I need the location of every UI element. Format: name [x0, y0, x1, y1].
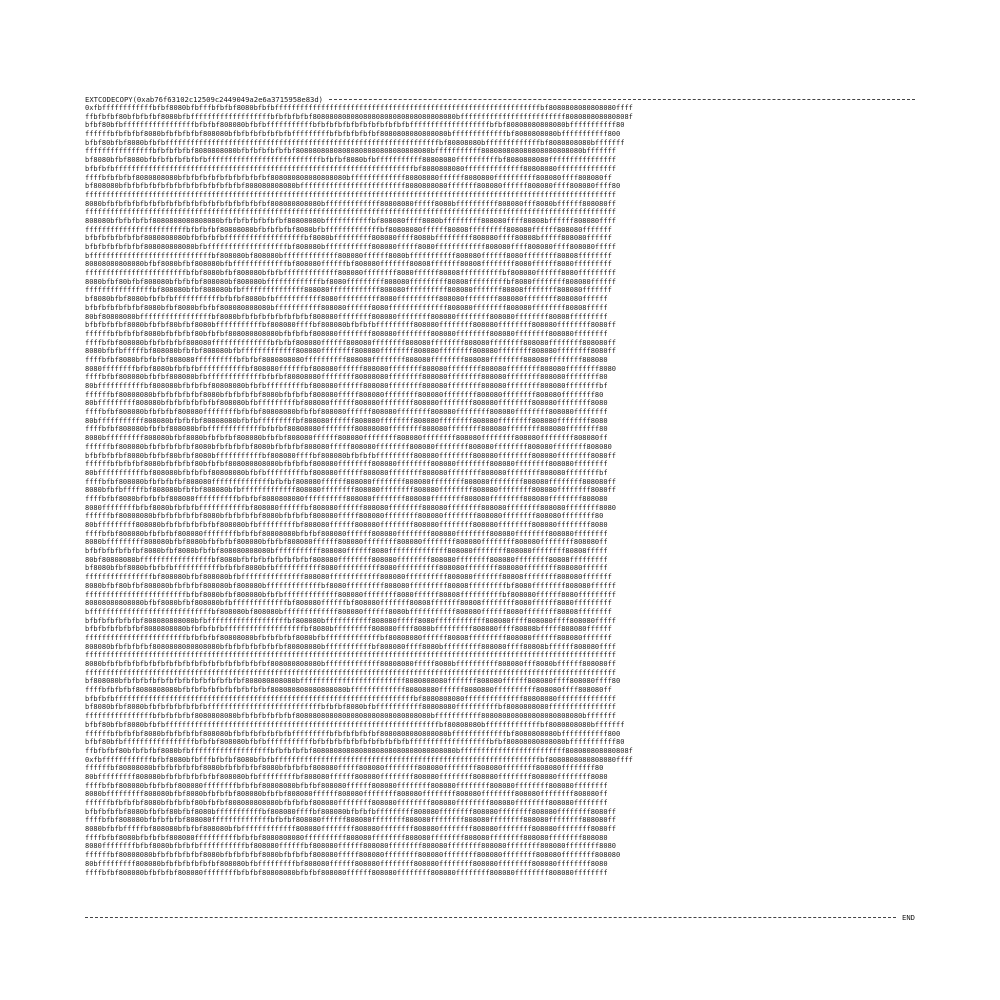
hex-line: bfbf80bfbfffffffffffffffffbfbfbf808080bfbfbfffffffffffbfbfbfbfbfbfbfbfbfbfbfbfffffffffffffffffffbfbf80808080808080bfffffffffff80 [85, 738, 625, 747]
hex-line: bf8080bfbf8080bfbfbfbfffffffffffbfbfbf8080bfbfffffffffff8080ffffffffff8080ffffffffff808080ffffffff808080ffffffff808080ffffff [85, 564, 608, 573]
hex-line: 8080bfffffffff808080bfbf8080bfbfbfbf808080bfbfbf808080ffffff808080ffffffff808080ffffffff808080ffffffff808080ffffffff808080ff [85, 434, 608, 443]
hex-line: 80bfffffffff808080bfbfbfbfbfbfbf808080bfbfffffffffbf808080ffffff808080ffffffff808080ffffffff808080ffffffff808080ffffffff8080 [85, 399, 608, 408]
hex-line: 8080bfffffffff808080bfbf8080bfbfbfbf808080bfbfbf808080ffffff808080ffffffff808080ffffffff808080ffffffff808080ffffffff808080ff [85, 790, 608, 799]
hex-line: ffffbfbf8080bfbfbfbf808080ffffffffffbfbfbf8080808080ffffffffff808080ffffffff808080ffffffff808080ffffffff808080ffffffff808080 [85, 355, 608, 364]
header-dashed-rule [329, 99, 915, 100]
end-label: END [902, 913, 915, 922]
hex-line: ffffffbfbfbfbf8080bfbfbfbf80bfbfbf808080808080bfbfbfbf808080ffffffff808080ffffffff808080ffffffff808080ffffffff808080ffffffff [85, 329, 608, 338]
hex-line: bf808080bfbfbfbfbfbfbfbfbfbfbfbfbfbfbf808080808080bfffffffffffffffffffffffff8080808080fffffff808080ffffff808080ffff808080ffff80 [85, 677, 621, 686]
hex-line: ffffffffffffffffffffffffbfbfbfbf80808080bfbfbfbfbf8080bfbfffffffffffffbf80808080ffffff80808fffffffff808080ffffff808080fffffff [85, 633, 612, 642]
hex-line: ffffbfbfbfbf8080808080bfbfbfbfbfbfbfbfbfbfbf808080808080808080bfffffffffffff80808080ffffff8080800ffffffffff808080ffff808080ff [85, 686, 612, 695]
hex-line: 80808080808080bfbf8080bfbf808080bfbfffffffffffffbf808080ffffffbf808080fffffff80808fffffff80808ffffffff8080ffffff8080fffffffff [85, 599, 612, 608]
hex-line: bf8080bfbf8080bfbfbfbfffffffffffbfbfbf8080bfbfffffffffff8080ffffffffff8080ffffffffff808080ffffffff808080ffffffff808080ffffff [85, 295, 608, 304]
hex-line: 8080bfbfbfffffbf808080bfbfbf808080bfbfffffffffffff808080ffffffff808080ffffffff808080ffffffff808080ffffffff808080ffffffff8080ff [85, 347, 617, 356]
hex-line: ffffbfbf808080bfbfbf808080bfbfffffffffffffbfbfbf80808080ffffffff80808080ffffffff808080ffffffff808080ffffffff808080ffffffff80 [85, 425, 608, 434]
hex-line: ffffffbfbfbfbf8080bfbfbfbfbf808080bfbfbfbfbfbfbfbfffffffffbfbfbfbfbfbf8080808080808080bfffffffffffffbf8080808080bfffffffffff800 [85, 729, 621, 738]
hex-line: 80bfffffffffffbf808080bfbfbfbf80808080bfbfbfffffffffbf808080ffffff808080ffffffff808080ffffffff808080ffffffff808080ffffffffbf [85, 382, 608, 390]
hex-line: bfbfbfbfbfbfbf8080bfbf8080bfbfbf808080808080bfffffffffff808080ffffff8080ffffffffffffff808080ffffffff808080ffffffff80808fffff [85, 303, 608, 312]
hex-line: 8080ffffffffbfbf8080bfbfbfbfffffffffffbf808080ffffffbf808080ffffff808080ffffffff808080ffffffff808080ffffffff808080ffffffff8080 [85, 842, 617, 851]
hex-line: bfbfbfbfffffffffffffffffffffffffffffffffffffffffffffffffffffffffffffffffffffffbf8080808080ffffffffffffff80808080ffffffffffffff [85, 694, 617, 703]
hex-line: ffffffbfbfbfbf8080bfbfbfbf80bfbfbf808080808080bfbfbfbf808080ffffffff808080ffffffff808080ffffffff808080ffffffff808080ffffffff [85, 799, 608, 807]
hex-line: ffffffbf808080bfbfbfbfbfbf8080bfbfbfbfbf8080bfbfbfbf808080fffff808080ffffffff808080ffffffff808080ffffffff808080ffffffff808080 [85, 442, 612, 451]
hex-line: bfbfbfbfffffffffffffffffffffffffffffffffffffffffffffffffffffffffffffffffffffffbf8080808080ffffffffffffff80808080ffffffffffffff [85, 164, 617, 173]
bytecode-hex-dump [85, 104, 917, 894]
hex-line: bfbf80bfbfffffffffffffffffbfbfbf808080bfbfbfffffffffffbfbfbfbfbfbfbfbfbfbfbfbfffffffffffffffffffbfbf80808080808080bfffffffffff80 [85, 121, 625, 130]
hex-line: ffffbfbf808080bfbfbfbfbf808080ffffffffffffffbfbfbf808080ffffff808080ffffffff808080ffffffff808080ffffffff808080ffffffff808080ff [85, 338, 617, 347]
hex-line: 8080bfbfbfffffbf808080bfbfbf808080bfbfffffffffffff808080ffffffff808080ffffffff808080ffffffff808080ffffffff808080ffffffff8080ff [85, 825, 617, 834]
hex-line: 808080bfbfbfbfbf8080808080808080bfbfbfbfbfbfbfbf80808080bfffffffffffbf808080ffff8080bfffffffff808080ffff80808bffffff808080ffff [85, 642, 617, 651]
hex-line: ffffffbf80808080bfbfbfbfbfbf8080bfbfbfbfbf8080bfbfbfbf808080fffff808080ffffffff808080ffffffff808080ffffffff808080ffffffff80 [85, 512, 604, 521]
hex-line: bfbfbfbfbfbfbf8080808080bfbfbfbfbfffffffffffffffffffbf8080bfffffffff808080ffff8080bfffffffff808080ffff80808bfffff808080ffffff [85, 234, 612, 243]
hex-line: ffffffffffffffffffffffffffffffffffffffffffffffffffffffffffffffffffffffffffffffffffffffffffffffffffffffffffffffffffffffffffffff [85, 190, 617, 199]
hex-line: bfbfbfbfbfbfbf8080808080bfbfbfbfbfffffffffffffffffffbf8080bfffffffff808080ffff8080bfffffffff808080ffff80808bfffff808080ffffff [85, 625, 612, 634]
hex-line: ffffbfbf808080bfbfbfbfbf808080ffffffffffffffbfbfbf808080ffffff808080ffffffff808080ffffffff808080ffffffff808080ffffffff808080ff [85, 816, 617, 825]
hex-line: ffffbfbf808080bfbfbfbf808080ffffffffbfbfbf80808080bfbfbf808080ffffff808080ffffffff808080ffffffff808080ffffffff808080ffffffff [85, 408, 608, 417]
hex-line: ffffffffffffffffbfbfbfbfbf8080808080bfbfbfbfbfbfbf80808080808080808080808080808080bfffffffffff808080808080808080808080bfffffff [85, 712, 617, 721]
hex-line: ffffbfbf808080bfbfbfbfbf808080ffffffffffffffbfbfbf808080ffffff808080ffffffff808080ffffffff808080ffffffff808080ffffffff808080ff [85, 477, 617, 486]
hex-line: ffffffbf80808080bfbfbfbfbfbf8080bfbfbfbfbf8080bfbfbfbf808080fffff808080ffffffff808080ffffffff808080ffffffff808080ffffffff808080 [85, 851, 621, 860]
hex-line: ffffbfbf808080bfbfbfbf808080ffffffffbfbfbf80808080bfbfbf808080ffffff808080ffffffff808080ffffffff808080ffffffff808080ffffffff [85, 781, 608, 790]
hex-line: bfbfbfbfbfbfbf8080bfbf8080bfbfbf808080808080bfffffffffff808080ffffff8080ffffffffffffff808080ffffffff808080ffffffff80808fffff [85, 547, 608, 556]
hex-line: ffffbfbf8080bfbfbfbf808080ffffffffffbfbfbf8080808080ffffffffff808080ffffffff808080ffffffff808080ffffffff808080ffffffff808080 [85, 833, 608, 842]
footer [85, 913, 915, 922]
hex-line: 0xfbffffffffffffbfbf8080bfbfffbfbfbf8080bfbfbfffffffffffffffffffffffffffffffffffffffffffffffffffffffffffffffbf8080808080808080ffff [85, 755, 633, 764]
hex-line: ffffffffffffffffbfbfbfbfbf8080808080bfbfbfbfbfbfbf80808080808080808080808080808080bfffffffffff808080808080808080808080bfffffff [85, 147, 617, 156]
hex-line: bfbfbfbfbf8080bfbfbf80bfbf8080bfffffffffffbf808080ffffbf808080bfbfbfbfffffffff808080ffffffff808080ffffffff808080ffffffff8080ff [85, 807, 617, 816]
hex-line: 8080bfbf80bfbf808080bfbfbfbf808080bf808080bfffffffffffffbf8080fffffffff808080fffffffff80808fffffffffbf8080ffffffff808080ffffff [85, 581, 617, 590]
hex-line: ffffbfbf808080bfbfbfbf808080ffffffffbfbfbf80808080bfbfbf808080ffffff808080ffffffff808080ffffffff808080ffffffff808080ffffffff [85, 868, 608, 877]
hex-line: bfffffffffffffffffffffffffffffbf808080bf808080bfffffffffffff808080ffffff8080bfffffffffff808080ffffff8080ffffffff80808ffffffff [85, 251, 612, 260]
hex-line: ffffffbf80808080bfbfbfbfbfbf8080bfbfbfbfbf8080bfbfbfbf808080fffff808080ffffffff808080ffffffff808080ffffffff808080ffffffff80 [85, 764, 604, 773]
hex-line: 8080bfbfbfffffbf808080bfbfbf808080bfbfffffffffffff808080ffffffff808080ffffffff808080ffffffff808080ffffffff808080ffffffff8080ff [85, 486, 617, 495]
hex-line: 80bf80808080bfffffffffffffffffbf8080bfbfbfbfbfbfbfbfbf808080ffffffff808080ffffffff808080ffffffff808080ffffffff80808fffffffff [85, 555, 608, 564]
hex-line: 80bfffffffff808080bfbfbfbfbfbfbf808080bfbfffffffffbf808080ffffff808080ffffffff808080ffffffff808080ffffffff808080ffffffff8080 [85, 772, 608, 781]
hex-line: ffffffffffffffffffffffffffffffffffffffffffffffffffffffffffffffffffffffffffffffffffffffffffffffffffffffffffffffffffffffffffffff [85, 208, 617, 217]
hex-line: ffffffffffffffffbf808080bfbf808080bfbfffffffffffffff808080ffffffffffff808080ffffffffff808080fffffff80808ffffffff808080fffffff [85, 573, 612, 582]
hex-line: 80bfffffffffffbf808080bfbfbfbf80808080bfbfbfffffffffbf808080ffffff808080ffffffff808080ffffffff808080ffffffff808080ffffffffbf [85, 468, 608, 477]
hex-line: 80bfffffffffff808080bfbfbfbf80808080bfbfbfffffffffbf808080ffffff808080ffffffff808080ffffffff808080ffffffff808080ffffffff8080 [85, 416, 608, 425]
hex-line: 0xfbffffffffffffbfbf8080bfbfffbfbfbf8080bfbfbfffffffffffffffffffffffffffffffffffffffffffffffffffffffffffffffbf8080808080808080ffff [85, 104, 633, 112]
hex-line: ffffffbf80808080bfbfbfbfbfbf8080bfbfbfbfbf8080bfbfbfbf808080fffff808080ffffffff808080ffffffff808080ffffffff808080ffffffff80 [85, 390, 604, 399]
hex-line: ffffffffffffffffbf808080bfbf808080bfbfffffffffffffff808080ffffffffffff808080ffffffffff808080fffffff80808ffffffff808080fffffff [85, 286, 612, 295]
hex-line: bf8080bfbf8080bfbfbfbfbfbfbfbfffffffffffffffffffffffffffbfbfbf8080bfbfffffffffff80808080ffffffffffbf8080808080ffffffffffffffff [85, 703, 617, 712]
hex-line: ffffbfbfbfbf8080808080bfbfbfbfbfbfbfbfbfbfbf808080808080808080bfffffffffffff80808080ffffff8080800ffffffffff808080ffff808080ff [85, 173, 612, 182]
hex-line: ffffffffffffffffffffffffbfbfbfbf80808080bfbfbfbfbf8080bfbfffffffffffffbf80808080ffffff80808fffffffff808080ffffff808080fffffff [85, 225, 612, 234]
hex-line: 80bfffffffff808080bfbfbfbfbfbfbf808080bfbfffffffffbf808080ffffff808080ffffffff808080ffffffff808080ffffffff808080ffffffff8080 [85, 521, 608, 529]
hex-line: 8080bfbfbfbfbfbfbfbfbfbfbfbfbfbfbfbfbfbfbfbf808080808080bfffffffffffff80808080fffff8080bffffffffff808080fff8080bffffff808080ff [85, 660, 617, 668]
hex-line: 8080bfbf80bfbf808080bfbfbfbf808080bf808080bfffffffffffffbf8080fffffffff808080fffffffff80808fffffffffbf8080ffffffff808080ffffff [85, 277, 617, 286]
hex-line: ffffffffffffffffffffffffffffffffffffffffffffffffffffffffffffffffffffffffffffffffffffffffffffffffffffffffffffffffffffffffffffff [85, 651, 617, 660]
header-line [85, 95, 915, 104]
hex-line: bfbfbfbfbfbfbf808080808080bfbfffffffffffffffffffbf808080bfffffffffff808080fffff8080ffffffffffff808080ffff808080ffff808080fffff [85, 243, 617, 251]
hex-line: ffffffffffffffffffffffffbfbf8080bfbf808080bfbfbfffffffffffff808080ffffffff8080ffffff80808ffffffffffbf808080ffffff8080fffffffff [85, 269, 617, 278]
hex-line: 8080bfbfbfbfbfbfbfbfbfbfbfbfbfbfbfbfbfbfbfbf808080808080bfffffffffffff80808080fffff8080bffffffffff808080fff8080bffffff808080ff [85, 199, 617, 208]
hex-line: bf8080bfbf8080bfbfbfbfbfbfbfbfffffffffffffffffffffffffffbfbfbf8080bfbfffffffffff80808080ffffffffffbf8080808080ffffffffffffffff [85, 156, 617, 165]
hex-line: ffffffbfbfbfbf8080bfbfbfbfbf808080bfbfbfbfbfbfbfbfffffffffbfbfbfbfbfbf8080808080808080bfffffffffffffbf8080808080bfffffffffff800 [85, 130, 621, 139]
hex-line: 80bf80808080bfffffffffffffffffbf8080bfbfbfbfbfbfbfbfbf808080ffffffff808080ffffffff808080ffffffff808080ffffffff80808fffffffff [85, 312, 608, 321]
hex-line: bfbfbfbfbf8080bfbfbf80bfbf8080bfffffffffffbf808080ffffbf808080bfbfbfbfffffffff808080ffffffff808080ffffffff808080ffffffff8080ff [85, 321, 617, 330]
hex-line: ffbfbfbf80bfbfbfbf8080bfbfffffffffffffffffffbfbfbfbfbf8080808080808080808080808080808080bfffffffffffffffffffffffff808080808080808f [85, 746, 633, 755]
hex-line: ffffffffffffffffffffffffbfbf8080bfbf808080bfbfbfffffffffffff808080ffffffff8080ffffff80808ffffffffffbf808080ffffff8080fffffffff [85, 590, 617, 599]
hex-line: bfbf80bfbf8080bfbfbfffffffffffffffffffffffffffffffffffffffffffffffffffffffffffffffffbf80808080bfffffffffffffbf8080808080bfffffff [85, 720, 625, 729]
hex-line: 8080ffffffffbfbf8080bfbfbfbfffffffffffbf808080ffffffbf808080ffffff808080ffffffff808080ffffffff808080ffffffff808080ffffffff8080 [85, 364, 617, 373]
hex-line: 80808080808080bfbf8080bfbf808080bfbfffffffffffffbf808080ffffffbf808080fffffff80808fffffff80808ffffffff8080ffffff8080fffffffff [85, 260, 612, 269]
hex-line: ffffbfbf808080bfbfbf808080bfbfffffffffffffbfbfbf80808080ffffffff80808080ffffffff808080ffffffff808080ffffffff808080ffffffff80 [85, 373, 608, 382]
hex-line: ffffffffffffffffffffffffffffffffffffffffffffffffffffffffffffffffffffffffffffffffffffffffffffffffffffffffffffffffffffffffffffff [85, 668, 617, 677]
hex-line: ffbfbfbf80bfbfbfbf8080bfbfffffffffffffffffffbfbfbfbfbf8080808080808080808080808080808080bfffffffffffffffffffffffff808080808080808f [85, 112, 633, 121]
hex-line: 80bfffffffff808080bfbfbfbfbfbfbf808080bfbfffffffffbf808080ffffff808080ffffffff808080ffffffff808080ffffffff808080ffffffff8080 [85, 859, 608, 868]
hex-line: ffffffbfbfbfbf8080bfbfbfbf80bfbfbf808080808080bfbfbfbf808080ffffffff808080ffffffff808080ffffffff808080ffffffff808080ffffffff [85, 460, 608, 469]
hex-line: 808080bfbfbfbfbf8080808080808080bfbfbfbfbfbfbfbf80808080bfffffffffffbf808080ffff8080bfffffffff808080ffff80808bffffff808080ffff [85, 216, 617, 225]
hex-line: 8080bfffffffff808080bfbf8080bfbfbfbf808080bfbfbf808080ffffff808080ffffffff808080ffffffff808080ffffffff808080ffffffff808080ff [85, 538, 608, 547]
hex-line: 8080ffffffffbfbf8080bfbfbfbfffffffffffbf808080ffffffbf808080ffffff808080ffffffff808080ffffffff808080ffffffff808080ffffffff8080 [85, 503, 617, 512]
extcodecopy-title: EXTCODECOPY(0xab76f63102c12509c2449049a2e6a3715958e83d) [85, 95, 323, 104]
hex-line: bfbfbfbfbf8080bfbfbf80bfbf8080bfffffffffffbf808080ffffbf808080bfbfbfbfffffffff808080ffffffff808080ffffffff808080ffffffff8080ff [85, 451, 617, 460]
hex-line: ffffbfbf808080bfbfbfbf808080ffffffffbfbfbf80808080bfbfbf808080ffffff808080ffffffff808080ffffffff808080ffffffff808080ffffffff [85, 529, 608, 538]
footer-dashed-rule [85, 917, 896, 918]
hex-line: bfbfbfbfbfbfbf808080808080bfbfffffffffffffffffffbf808080bfffffffffff808080fffff8080ffffffffffff808080ffff808080ffff808080fffff [85, 616, 617, 625]
hex-line: bf808080bfbfbfbfbfbfbfbfbfbfbfbfbfbfbf808080808080bfffffffffffffffffffffffff8080808080fffffff808080ffffff808080ffff808080ffff80 [85, 182, 621, 191]
hex-line: ffffbfbf8080bfbfbfbf808080ffffffffffbfbfbf8080808080ffffffffff808080ffffffff808080ffffffff808080ffffffff808080ffffffff808080 [85, 494, 608, 503]
hex-line: bfbf80bfbf8080bfbfbfffffffffffffffffffffffffffffffffffffffffffffffffffffffffffffffffbf80808080bfffffffffffffbf8080808080bfffffff [85, 138, 625, 147]
hex-line: bfffffffffffffffffffffffffffffbf808080bf808080bfffffffffffff808080ffffff8080bfffffffffff808080ffffff8080ffffffff80808ffffffff [85, 607, 612, 616]
